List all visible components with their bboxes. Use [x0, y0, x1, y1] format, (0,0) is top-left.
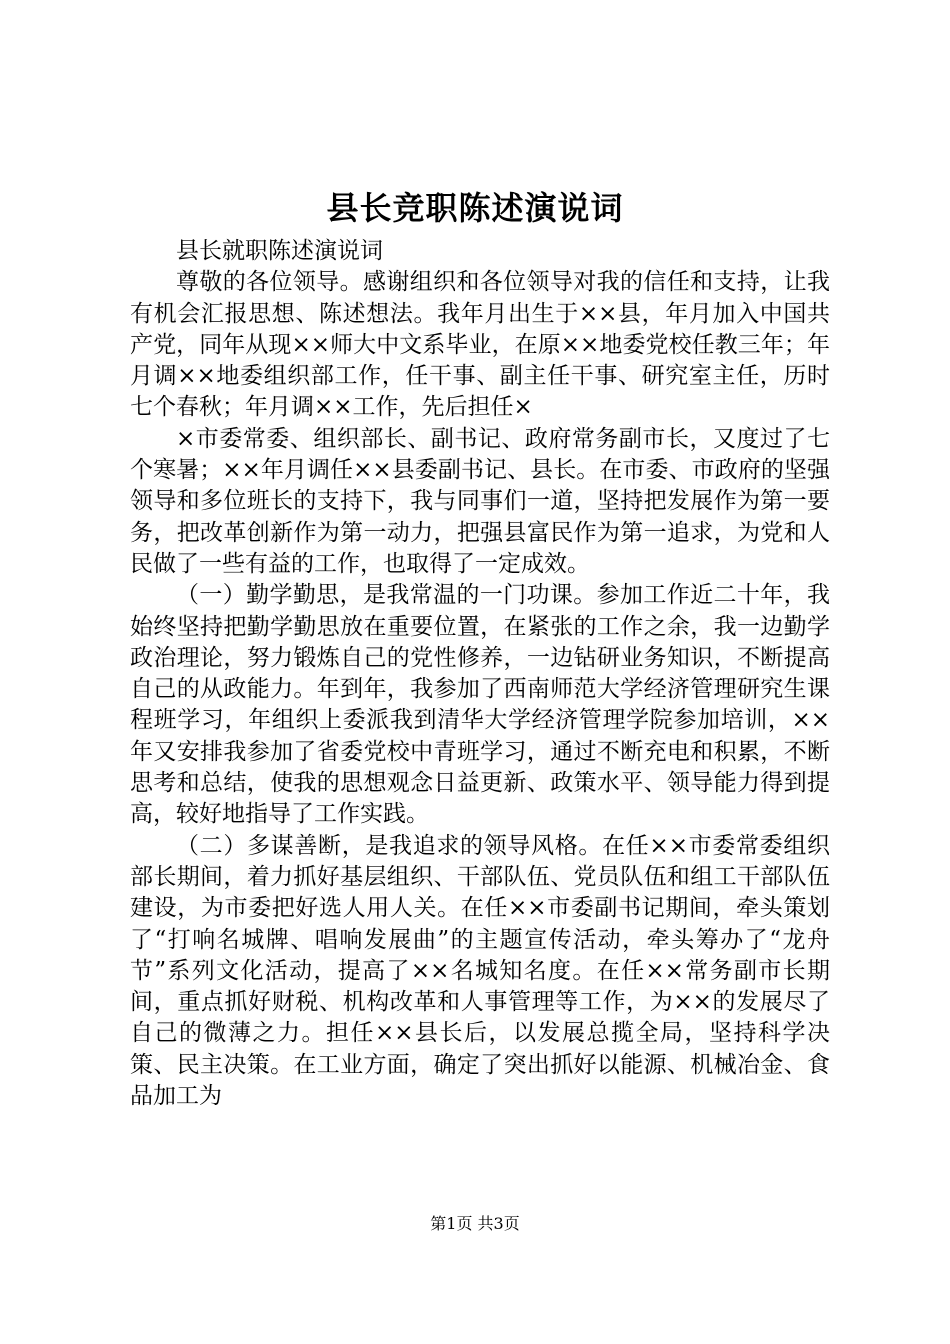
paragraph: ×市委常委、组织部长、副书记、政府常务副市长，又度过了七个寒暑；××年月调任××县委副书记、县长。在市委、市政府的坚强领导和多位班长的支持下，我与同事们一道，坚持把发展作为第一要务，把改革创新作为第一动力，把强县富民作为第一追求，为党和人民做了一些有益的工作，也取得了一定成效。: [130, 425, 830, 577]
document-body: [130, 236, 830, 1112]
paragraph: （二）多谋善断，是我追求的领导风格。在任××市委常委组织部长期间，着力抓好基层组织、干部队伍、党员队伍和组工干部队伍建设，为市委把好选人用人关。在任××市委副书记期间，牵头策划了“打响名城牌、唱响发展曲”的主题宣传活动，牵头筹办了“龙舟节”系列文化活动，提高了××名城知名度。在任××常务副市长期间，重点抓好财税、机构改革和人事管理等工作，为××的发展尽了自己的微薄之力。担任××县长后，以发展总揽全局，坚持科学决策、民主决策。在工业方面，确定了突出抓好以能源、机械冶金、食品加工为: [130, 832, 830, 1110]
document-subtitle: 县长就职陈述演说词: [176, 238, 383, 264]
paragraph: （一）勤学勤思，是我常温的一门功课。参加工作近二十年，我始终坚持把勤学勤思放在重要位置，在紧张的工作之余，我一边勤学政治理论，努力锻炼自己的党性修养，一边钻研业务知识，不断提高自己的从政能力。年到年，我参加了西南师范大学经济管理研究生课程班学习，年组织上委派我到清华大学经济管理学院参加培训，××年又安排我参加了省委党校中青班学习，通过不断充电和积累，不断思考和总结，使我的思想观念日益更新、政策水平、领导能力得到提高，较好地指导了工作实践。: [130, 582, 830, 828]
document-title: 县长竞职陈述演说词: [326, 189, 624, 227]
page-footer: 第1页 共3页: [430, 1214, 520, 1233]
paragraph: 尊敬的各位领导。感谢组织和各位领导对我的信任和支持，让我有机会汇报思想、陈述想法。我年月出生于××县，年月加入中国共产党，同年从现××师大中文系毕业，在原××地委党校任教三年；年月调××地委组织部工作，任干事、副主任干事、研究室主任，历时七个春秋；年月调××工作，先后担任×: [130, 269, 830, 421]
